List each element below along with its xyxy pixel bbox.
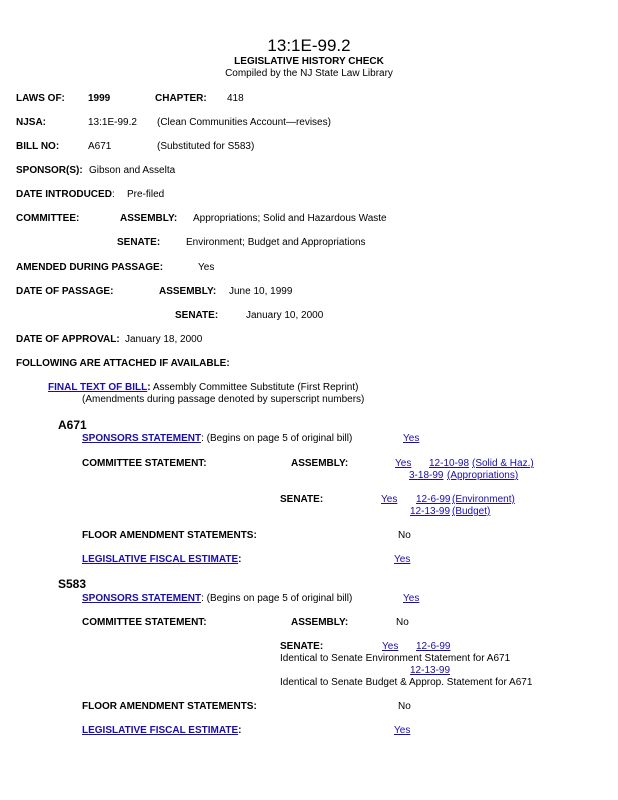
final-text-value: Assembly Committee Substitute (First Reprint) — [152, 382, 359, 393]
committee-senate-label: SENATE: — [117, 237, 161, 248]
final-text-colon: : — [147, 382, 151, 393]
njsa-label: NJSA: — [16, 117, 47, 128]
s583-committee-label: COMMITTEE STATEMENT: — [82, 617, 207, 628]
a671-heading: A671 — [58, 418, 87, 432]
njsa-note: (Clean Communities Account—revises) — [157, 117, 331, 128]
s583-senate-label: SENATE: — [280, 641, 324, 652]
s583-fiscal-row — [82, 725, 241, 737]
committee-assembly-value: Appropriations; Solid and Hazardous Waste — [193, 213, 387, 224]
a671-assembly-date1-link[interactable]: 12-10-98 — [429, 458, 470, 469]
final-text-link[interactable]: FINAL TEXT OF BILL — [48, 382, 148, 393]
s583-sponsors-yes-link[interactable]: Yes — [403, 593, 420, 604]
bill-no-value: A671 — [88, 141, 112, 152]
a671-fiscal-colon: : — [238, 554, 242, 565]
a671-fiscal-link[interactable]: LEGISLATIVE FISCAL ESTIMATE — [82, 554, 239, 565]
s583-senate-note1: Identical to Senate Environment Statement for A671 — [280, 653, 511, 664]
date-introduced-value: Pre-filed — [127, 189, 165, 200]
page-subtitle: LEGISLATIVE HISTORY CHECK — [234, 56, 384, 67]
s583-senate-note2: Identical to Senate Budget & Approp. Statement for A671 — [280, 677, 533, 688]
s583-floor-value: No — [398, 701, 411, 712]
final-text-note: (Amendments during passage denoted by superscript numbers) — [82, 394, 365, 405]
a671-assembly-yes-link[interactable]: Yes — [395, 458, 412, 469]
date-introduced-label: DATE INTRODUCED — [16, 189, 112, 200]
date-introduced-row — [16, 189, 115, 201]
a671-fiscal-row — [82, 554, 241, 566]
chapter-label: CHAPTER: — [155, 93, 207, 104]
s583-sponsors-link[interactable]: SPONSORS STATEMENT — [82, 593, 202, 604]
a671-floor-value: No — [398, 530, 411, 541]
passage-senate-value: January 10, 2000 — [246, 310, 324, 321]
passage-senate-label: SENATE: — [175, 310, 219, 321]
s583-floor-label: FLOOR AMENDMENT STATEMENTS: — [82, 701, 257, 712]
a671-senate-yes-link[interactable]: Yes — [381, 494, 398, 505]
a671-assembly-label: ASSEMBLY: — [291, 458, 349, 469]
s583-fiscal-colon: : — [238, 725, 242, 736]
njsa-value: 13:1E-99.2 — [88, 117, 137, 128]
s583-senate-date2-link[interactable]: 12-13-99 — [410, 665, 451, 676]
laws-of-label: LAWS OF: — [16, 93, 65, 104]
a671-sponsors-link[interactable]: SPONSORS STATEMENT — [82, 433, 202, 444]
committee-assembly-label: ASSEMBLY: — [120, 213, 178, 224]
committee-label: COMMITTEE: — [16, 213, 80, 224]
a671-committee-label: COMMITTEE STATEMENT: — [82, 458, 207, 469]
amended-label: AMENDED DURING PASSAGE: — [16, 262, 164, 273]
s583-fiscal-link[interactable]: LEGISLATIVE FISCAL ESTIMATE — [82, 725, 239, 736]
a671-senate-date2-link[interactable]: 12-13-99 — [410, 506, 451, 517]
a671-sponsors-row — [82, 433, 352, 445]
date-introduced-colon: : — [111, 189, 115, 200]
a671-assembly-date2-link[interactable]: 3-18-99 — [409, 470, 444, 481]
s583-senate-date1-link[interactable]: 12-6-99 — [416, 641, 451, 652]
chapter-value: 418 — [227, 93, 244, 104]
a671-senate-comm2-link[interactable]: (Budget) — [452, 506, 491, 517]
sponsors-value: Gibson and Asselta — [89, 165, 176, 176]
a671-assembly-comm1-link[interactable]: (Solid & Haz.) — [472, 458, 534, 469]
s583-assembly-value: No — [396, 617, 409, 628]
passage-assembly-label: ASSEMBLY: — [159, 286, 217, 297]
a671-sponsors-note: : (Begins on page 5 of original bill) — [201, 433, 353, 444]
a671-senate-label: SENATE: — [280, 494, 324, 505]
a671-sponsors-yes-link[interactable]: Yes — [403, 433, 420, 444]
compiled-by: Compiled by the NJ State Law Library — [225, 68, 393, 79]
amended-value: Yes — [198, 262, 215, 273]
bill-no-label: BILL NO: — [16, 141, 60, 152]
a671-floor-label: FLOOR AMENDMENT STATEMENTS: — [82, 530, 257, 541]
final-text-row — [48, 382, 358, 394]
s583-assembly-label: ASSEMBLY: — [291, 617, 349, 628]
date-of-approval-label: DATE OF APPROVAL: — [16, 334, 120, 345]
date-of-approval-value: January 18, 2000 — [125, 334, 203, 345]
s583-heading: S583 — [58, 577, 87, 591]
laws-of-value: 1999 — [88, 93, 111, 104]
passage-assembly-value: June 10, 1999 — [229, 286, 293, 297]
a671-fiscal-yes-link[interactable]: Yes — [394, 554, 411, 565]
s583-sponsors-row — [82, 593, 352, 605]
a671-senate-date1-link[interactable]: 12-6-99 — [416, 494, 451, 505]
a671-assembly-comm2-link[interactable]: (Appropriations) — [447, 470, 519, 481]
date-of-passage-label: DATE OF PASSAGE: — [16, 286, 114, 297]
s583-fiscal-yes-link[interactable]: Yes — [394, 725, 411, 736]
sponsors-label: SPONSOR(S): — [16, 165, 83, 176]
s583-sponsors-note: : (Begins on page 5 of original bill) — [201, 593, 353, 604]
page-title: 13:1E-99.2 — [267, 36, 351, 55]
bill-no-note: (Substituted for S583) — [157, 141, 255, 152]
s583-senate-yes-link[interactable]: Yes — [382, 641, 399, 652]
a671-senate-comm1-link[interactable]: (Environment) — [452, 494, 515, 505]
committee-senate-value: Environment; Budget and Appropriations — [186, 237, 366, 248]
attached-heading: FOLLOWING ARE ATTACHED IF AVAILABLE: — [16, 358, 230, 369]
